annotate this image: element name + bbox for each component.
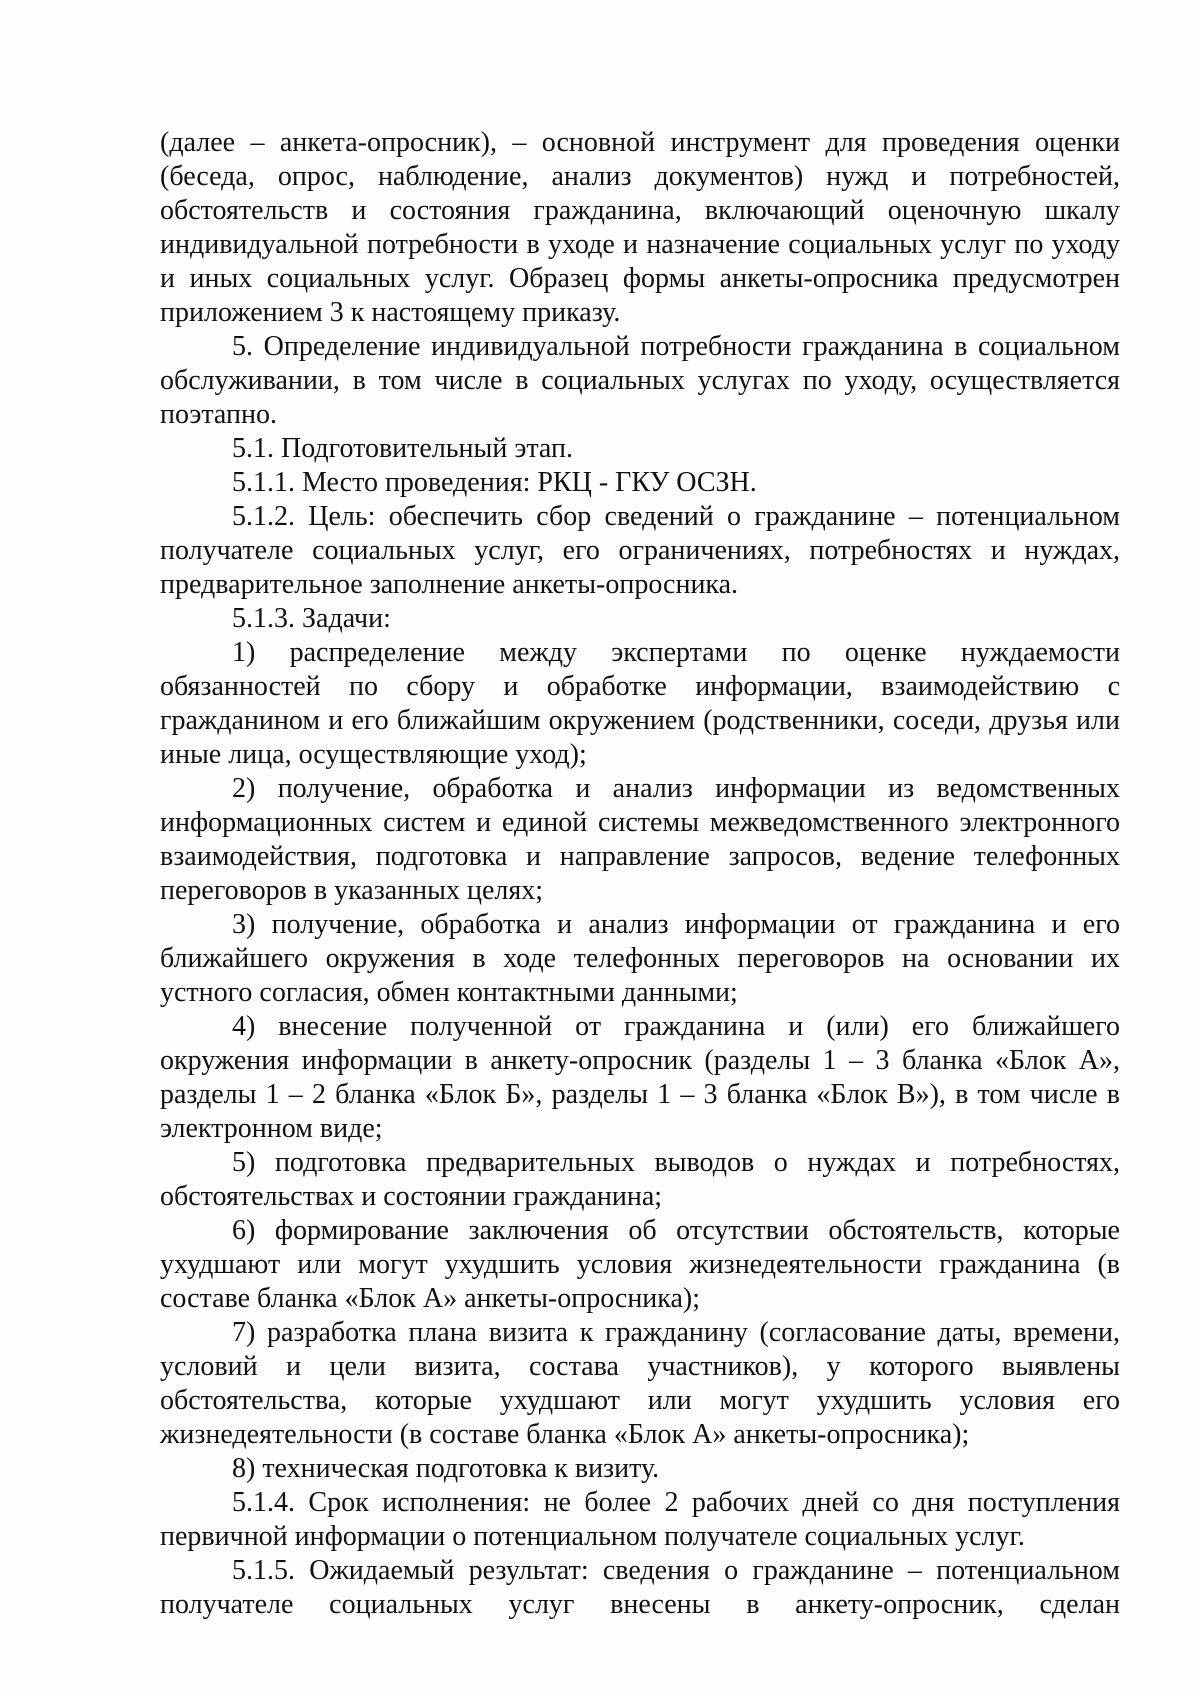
task-item-1: 1) распределение между экспертами по оценке нуждаемости обязанностей по сбору и обработке информации, взаимодействию с гражданином и его ближайшим окружением (родственники, соседи, друзья или иные лица, осуществляющие уход); <box>160 637 1120 770</box>
paragraph-5-1-3: 5.1.3. Задачи: <box>232 603 391 634</box>
task-item-5: 5) подготовка предварительных выводов о нуждах и потребностях, обстоятельствах и состоянии гражданина; <box>160 1147 1120 1212</box>
task-item-8: 8) техническая подготовка к визиту. <box>232 1453 660 1484</box>
paragraph-5-1-2: 5.1.2. Цель: обеспечить сбор сведений о гражданине – потенциальном получателе социальных услуг, его ограничениях, потребностях и нуждах, предварительное заполнение анкеты-опросника. <box>160 501 1120 600</box>
task-item-4: 4) внесение полученной от гражданина и (или) его ближайшего окружения информации в анкету-опросник (разделы 1 – 3 бланка «Блок А», разделы 1 – 2 бланка «Блок Б», разделы 1 – 3 бланка «Блок В»), в том числе в электронном виде; <box>160 1011 1120 1144</box>
paragraph-intro: (далее – анкета-опросник), – основной инструмент для проведения оценки (беседа, опрос, наблюдение, анализ документов) нужд и потребностей, обстоятельств и состояния гражданина, включающий оценочную шкалу индивидуальной потребности в уходе и назначение социальных услуг по уходу и иных социальных услуг. Образец формы анкеты-опросника предусмотрен приложением 3 к настоящему приказу. <box>160 127 1120 328</box>
task-item-6: 6) формирование заключения об отсутствии обстоятельств, которые ухудшают или могут ухудшить условия жизнедеятельности гражданина (в составе бланка «Блок А» анкеты-опросника); <box>160 1215 1120 1314</box>
task-item-2: 2) получение, обработка и анализ информации из ведомственных информационных систем и единой системы межведомственного электронного взаимодействия, подготовка и направление запросов, ведение телефонных переговоров в указанных целях; <box>160 773 1120 906</box>
task-item-7: 7) разработка плана визита к гражданину (согласование даты, времени, условий и цели визита, состава участников), у которого выявлены обстоятельства, которые ухудшают или могут ухудшить условия его жизнедеятельности (в составе бланка «Блок А» анкеты-опросника); <box>160 1317 1120 1450</box>
document-body <box>160 126 1120 1622</box>
paragraph-5-1-4: 5.1.4. Срок исполнения: не более 2 рабочих дней со дня поступления первичной информации о потенциальном получателе социальных услуг. <box>160 1487 1120 1552</box>
paragraph-5: 5. Определение индивидуальной потребности гражданина в социальном обслуживании, в том числе в социальных услугах по уходу, осуществляется поэтапно. <box>160 331 1120 430</box>
paragraph-5-1: 5.1. Подготовительный этап. <box>232 433 573 464</box>
paragraph-5-1-1: 5.1.1. Место проведения: РКЦ - ГКУ ОСЗН. <box>232 467 757 498</box>
task-item-3: 3) получение, обработка и анализ информации от гражданина и его ближайшего окружения в ходе телефонных переговоров на основании их устного согласия, обмен контактными данными; <box>160 909 1120 1008</box>
paragraph-5-1-5: 5.1.5. Ожидаемый результат: сведения о гражданине – потенциальном получателе социальных услуг внесены в анкету-опросник, сделан <box>160 1555 1120 1620</box>
